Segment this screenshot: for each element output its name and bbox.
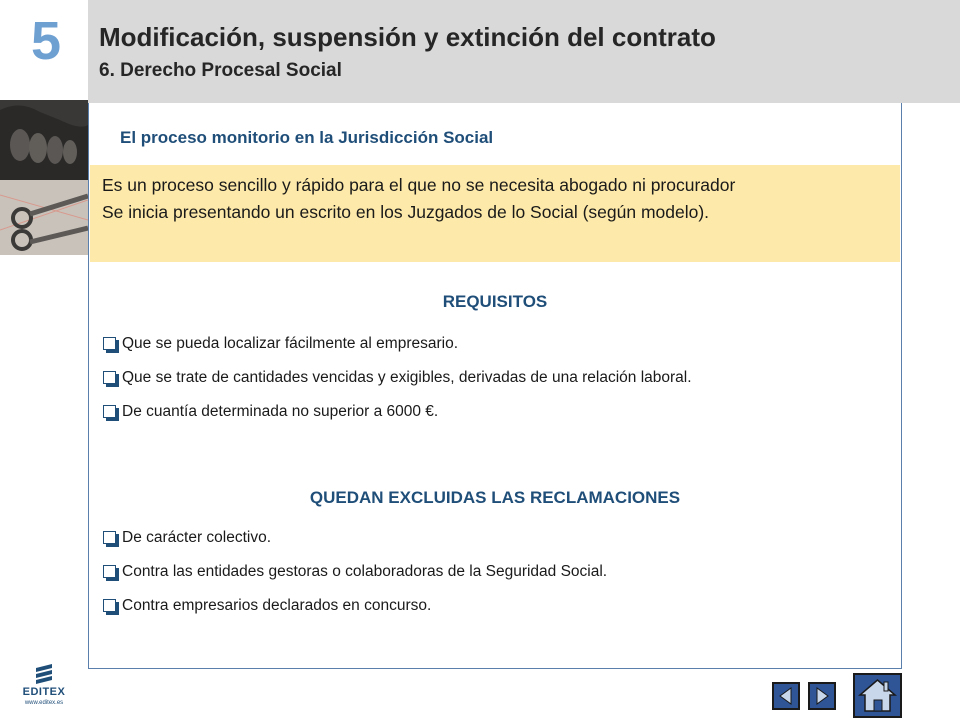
- list-item: [103, 589, 607, 623]
- next-arrow-icon: [810, 684, 834, 708]
- checkbox-bullet-icon: [103, 371, 116, 384]
- page-title: Modificación, suspensión y extinción del contrato: [99, 22, 716, 52]
- requisitos-list: [103, 327, 692, 429]
- list-item: [103, 327, 692, 361]
- list-item-text: Que se pueda localizar fácilmente al empresario.: [122, 335, 459, 352]
- checkbox-bullet-icon: [103, 565, 116, 578]
- excluidas-list: [103, 521, 607, 623]
- list-item-text: Contra las entidades gestoras o colaboradoras de la Seguridad Social.: [122, 563, 608, 580]
- intro-line: Se inicia presentando un escrito en los Juzgados de lo Social (según modelo).: [102, 202, 710, 222]
- list-item-text: De cuantía determinada no superior a 6000 €.: [122, 403, 439, 420]
- requisitos-heading: REQUISITOS: [442, 292, 548, 311]
- page-subtitle: 6. Derecho Procesal Social: [99, 60, 342, 81]
- checkbox-bullet-icon: [103, 405, 116, 418]
- excluidas-heading: QUEDAN EXCLUIDAS LAS RECLAMACIONES: [309, 488, 681, 507]
- list-item: [103, 361, 692, 395]
- previous-arrow-icon: [774, 684, 798, 708]
- section-heading: El proceso monitorio en la Jurisdicción Social: [120, 128, 494, 147]
- intro-box: [90, 165, 900, 262]
- hand-scissors-illustration: [0, 100, 88, 255]
- intro-line: Es un proceso sencillo y rápido para el que no se necesita abogado ni procurador: [102, 175, 736, 195]
- home-icon: [855, 675, 900, 716]
- list-item: [103, 395, 692, 429]
- list-item-text: Contra empresarios declarados en concurso.: [122, 597, 432, 614]
- next-button[interactable]: [808, 682, 836, 710]
- checkbox-bullet-icon: [103, 531, 116, 544]
- editex-logo: [16, 662, 72, 712]
- checkbox-bullet-icon: [103, 599, 116, 612]
- list-item: [103, 521, 607, 555]
- checkbox-bullet-icon: [103, 337, 116, 350]
- chapter-number: 5: [30, 11, 62, 71]
- editex-logo-icon: [16, 662, 72, 686]
- list-item-text: De carácter colectivo.: [122, 529, 272, 546]
- list-item-text: Que se trate de cantidades vencidas y exigibles, derivadas de una relación laboral.: [122, 369, 692, 386]
- previous-button[interactable]: [772, 682, 800, 710]
- list-item: [103, 555, 607, 589]
- logo-text: EDITEX: [22, 686, 66, 698]
- home-button[interactable]: [853, 673, 902, 718]
- logo-url: www.editex.es: [24, 700, 64, 706]
